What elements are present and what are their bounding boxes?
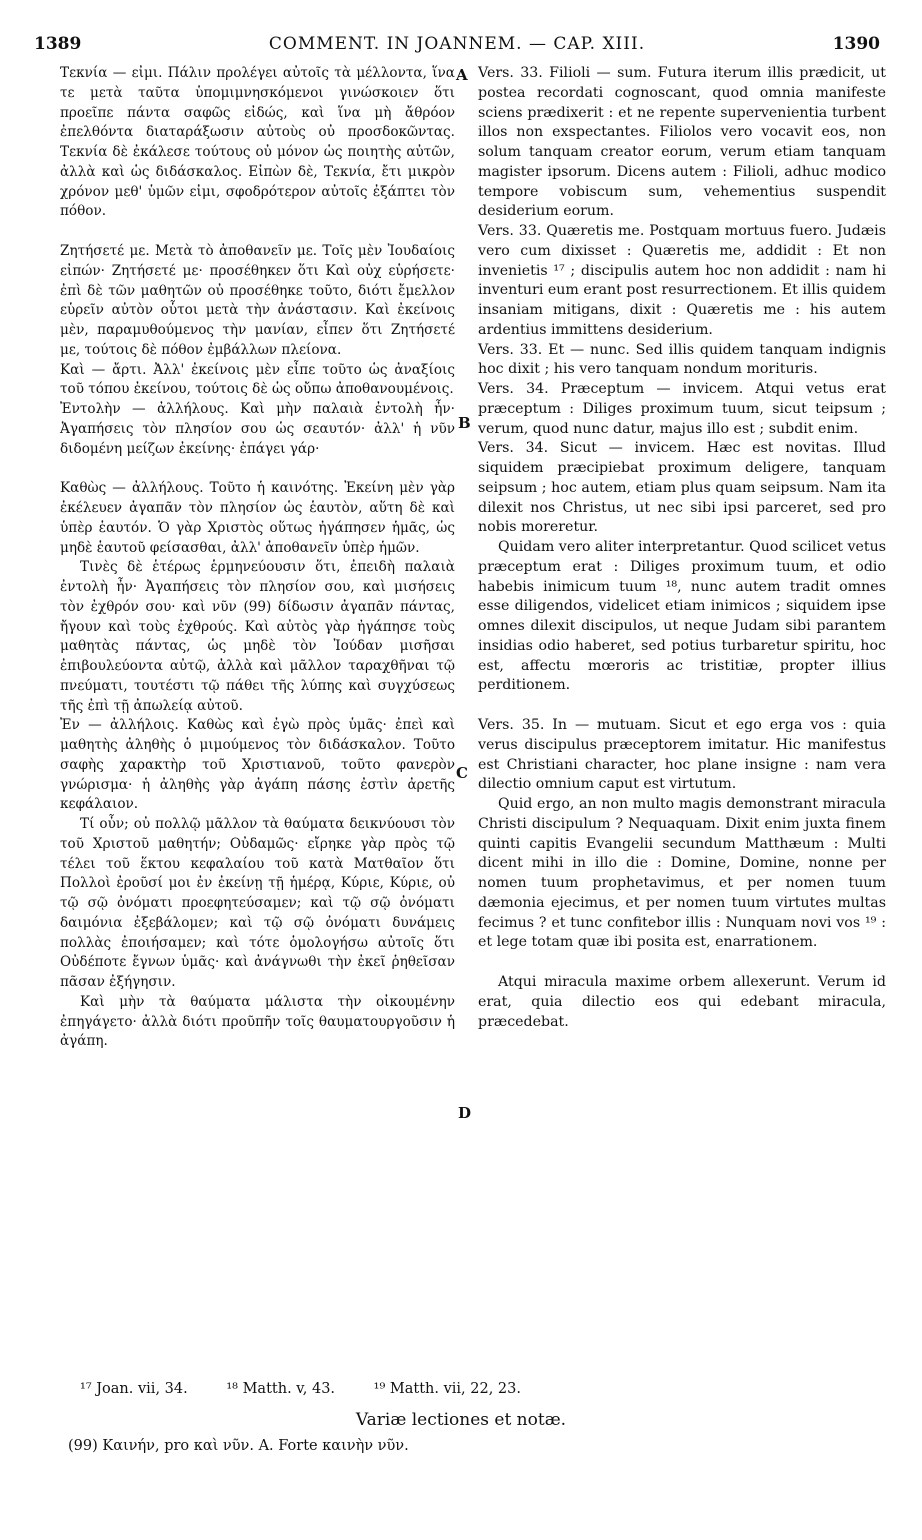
running-title: COMMENT. IN JOANNEM. — CAP. XIII. <box>268 34 646 54</box>
greek-column <box>60 64 455 1052</box>
latin-paragraph: Vers. 35. In — mutuam. Sicut et ego erga vos : quia verus discipulus præceptorem imitatur. Hic manifestus est Christiani character, hoc plane insigne : nam vera dilectio omnium caput est virtutum. <box>478 717 886 793</box>
latin-column <box>478 64 886 1032</box>
greek-paragraph: Ἐν — ἀλλήλοις. Καθὼς καὶ ἐγὼ πρὸς ὑμᾶς· ἐπεὶ καὶ μαθητὴς ἀληθὴς ὁ μιμούμενος τὸν διδάσκαλον. Τοῦτο σαφὴς χαρακτὴρ τοῦ Χριστιανοῦ, τοῦτο φανερὸν γνώρισμα· ἡ ἀληθὴς γὰρ ἀγάπη πάσης ἐστὶν ἀρετῆς κεφάλαιον. <box>60 717 455 813</box>
latin-paragraph: Atqui miracula maxime orbem allexerunt. Verum id erat, quia dilectio eos qui edebant miracula, præcedebat. <box>478 974 886 1030</box>
footnote: ¹⁸ Matth. v, 43. <box>226 1381 336 1397</box>
footnote: ¹⁹ Matth. vii, 22, 23. <box>373 1381 521 1397</box>
greek-paragraph: Τινὲς δὲ ἑτέρως ἑρμηνεύουσιν ὅτι, ἐπειδὴ παλαιὰ ἐντολὴ ἦν· Ἀγαπήσεις τὸν πλησίον σου, καὶ μισήσεις τὸν ἐχθρόν σου· καὶ νῦν (99) δίδωσιν ἀγαπᾶν πάντας, ἤγουν καὶ τοὺς ἐχθρούς. Καὶ αὐτὸς γὰρ ἠγάπησε τοὺς μαθητὰς πάντας, ὡς μηδὲ τὸν Ἰούδαν μισῆσαι ἐπιβουλεύοντα αὐτῷ, ἀλλὰ καὶ μᾶλλον ταραχθῆναι τῷ πνεύματι, τουτέστι τῷ πάθει τῆς λύπης καὶ συγχύσεως τῆς ἐπὶ τῇ ἀπωλείᾳ αὐτοῦ. <box>60 559 455 714</box>
greek-paragraph: Ζητήσετέ με. Μετὰ τὸ ἀποθανεῖν με. Τοῖς μὲν Ἰουδαίοις εἰπών· Ζητήσετέ με· προσέθηκεν ὅτι Καὶ οὐχ εὑρήσετε· ἐπὶ δὲ τῶν μαθητῶν οὐ προσέθηκε τοῦτο, διότι ἔμελλον εὑρεῖν αὐτὸν οὗτοι μετὰ τὴν ἀνάστασιν. Καὶ ἐκείνοις μὲν, παραμυθούμενος τὴν μανίαν, εἶπεν ὅτι Ζητήσετέ με, τούτοις δὲ πόθον ἐμβάλλων πλείονα. <box>60 243 455 358</box>
margin-letter-b: B <box>458 414 471 432</box>
latin-paragraph: Vers. 33. Et — nunc. Sed illis quidem tanquam indignis hoc dixit ; his vero tanquam nondum morituris. <box>478 341 886 378</box>
page-header <box>34 34 880 58</box>
variae-heading: Variæ lectiones et notæ. <box>355 1410 567 1430</box>
margin-letter-a: A <box>456 66 468 84</box>
greek-paragraph: Καὶ μὴν τὰ θαύματα μάλιστα τὴν οἰκουμένην ἐπηγάγετο· ἀλλὰ διότι προῦπῆν τοῖς θαυματουργοῦσιν ἡ ἀγάπη. <box>60 993 455 1050</box>
margin-letter-d: D <box>458 1104 472 1122</box>
latin-paragraph: Quid ergo, an non multo magis demonstrant miracula Christi discipulum ? Nequaquam. Dixit enim juxta finem quinti capitis Evangelii secundum Matthæum : Multi dicent mihi in illo die : Domine, Domine, nonne per nomen tuum prophetavimus, et per nomen tuum dæmonia ejecimus, et per nomen tuum virtutes multas fecimus ? et tunc confitebor illis : Nunquam novi vos ¹⁹ : et lege totam quæ ibi posita est, enarrationem. <box>478 796 886 951</box>
page-number-right: 1390 <box>832 34 880 54</box>
greek-paragraph: Τί οὖν; οὐ πολλῷ μᾶλλον τὰ θαύματα δεικνύουσι τὸν τοῦ Χριστοῦ μαθητήν; Οὐδαμῶς· εἴρηκε γὰρ πρὸς τῷ τέλει τοῦ ἕκτου κεφαλαίου τοῦ κατὰ Ματθαῖον ὅτι Πολλοὶ ἐροῦσί μοι ἐν ἐκείνῃ τῇ ἡμέρᾳ, Κύριε, Κύριε, οὐ τῷ σῷ ὀνόματι προεφητεύσαμεν; καὶ τῷ σῷ ὀνόματι δαιμόνια ἐξεβάλομεν; καὶ τῷ σῷ ὀνόματι δυνάμεις πολλὰς ἐποιήσαμεν; καὶ τότε ὁμολογήσω αὐτοῖς ὅτι Οὐδέποτε ἔγνων ὑμᾶς· καὶ ἀνάγνωθι τὴν ἐκεῖ ῥηθεῖσαν πᾶσαν ἐξήγησιν. <box>60 816 455 990</box>
margin-letter-c: C <box>456 764 468 782</box>
latin-paragraph: Vers. 33. Quæretis me. Postquam mortuus fuero. Judæis vero cum dixisset : Quæretis me, addidit : Et non invenietis ¹⁷ ; discipulis autem hoc non addidit : nam hi inventuri eum erant post resurrectionem. Et illis quidem insaniam mitigans, dixit : Quæretis me : his autem ardentius immittens desiderium. <box>478 223 886 338</box>
variae-note: (99) Καινήν, pro καὶ νῦν. A. Forte καινὴν νῦν. <box>68 1438 409 1454</box>
greek-paragraph: Τεκνία — εἰμι. Πάλιν προλέγει αὐτοῖς τὰ μέλλοντα, ἵνα τε μετὰ ταῦτα ὑπομιμνησκόμενοι γινώσκοιεν ὅτι προεῖπε πάντα σαφῶς εἰδώς, καὶ ἵνα μὴ ἄθρόον ἐπελθόντα διαταράξωσιν αὐτοὺς οὐ προσδοκῶντας. Τεκνία δὲ ἐκάλεσε τούτους οὐ μόνον ὡς ποιητὴς αὐτῶν, ἀλλὰ καὶ ὡς διδάσκαλος. Εἰπὼν δὲ, Τεκνία, ἔτι μικρὸν χρόνον μεθ' ὑμῶν εἰμι, σφοδρότερον αὐτοῖς ἐξάπτει τὸν πόθον. <box>60 65 455 220</box>
footnotes <box>80 1381 555 1397</box>
latin-paragraph: Vers. 34. Sicut — invicem. Hæc est novitas. Illud siquidem præcipiebat proximum deligere, tanquam seipsum ; hoc autem, etiam plus quam seipsum. Nam ita dilexit nos Christus, ut nec sibi ipsi parceret, sed pro nobis moreretur. <box>478 440 886 536</box>
latin-paragraph: Vers. 34. Præceptum — invicem. Atqui vetus erat præceptum : Diliges proximum tuum, sicut teipsum ; verum, quod nunc datur, majus illo est ; subdit enim. <box>478 381 886 437</box>
page-number-left: 1389 <box>34 34 82 54</box>
greek-paragraph: Καθὼς — ἀλλήλους. Τοῦτο ἡ καινότης. Ἐκείνη μὲν γὰρ ἐκέλευεν ἀγαπᾶν τὸν πλησίον ὡς ἑαυτὸν, αὕτη δὲ καὶ ὑπὲρ ἑαυτόν. Ὁ γὰρ Χριστὸς οὕτως ἠγάπησεν ἡμᾶς, ὡς μηδὲ ἑαυτοῦ φείσασθαι, ἀλλ' ἀποθανεῖν ὑπὲρ ἡμῶν. <box>60 480 455 556</box>
footnote: ¹⁷ Joan. vii, 34. <box>80 1381 188 1397</box>
latin-paragraph: Quidam vero aliter interpretantur. Quod scilicet vetus præceptum erat : Diliges proximum tuum, et odio habebis inimicum tuum ¹⁸, nunc autem tradit omnes esse diligendos, videlicet etiam inimicos ; siquidem ipse omnes dilexit discipulos, ut neque Judam sibi parantem insidias odio haberet, sed potius turbaretur spiritu, hoc est, affectu mœroris ac tristitiæ, propter illius perditionem. <box>478 539 886 694</box>
latin-paragraph: Vers. 33. Filioli — sum. Futura iterum illis prædicit, ut postea recordati cognoscant, quod omnia manifeste sciens prædixerit : et ne repente supervenientia turbent illos non exspectantes. Filiolos vero vocavit eos, non solum tanquam creator eorum, verum etiam tanquam magister ipsorum. Dicens autem : Filioli, adhuc modico tempore vobiscum sum, vehementius suspendit desiderium eorum. <box>478 65 886 220</box>
greek-paragraph: Καὶ — ἄρτι. Ἀλλ' ἐκείνοις μὲν εἶπε τοῦτο ὡς ἀναξίοις τοῦ τόπου ἐκείνου, τούτοις δὲ ὡς οὔπω ἀποθανουμένοις. <box>60 361 455 398</box>
greek-paragraph: Ἐντολὴν — ἀλλήλους. Καὶ μὴν παλαιὰ ἐντολὴ ἦν· Ἀγαπήσεις τὸν πλησίον σου ὡς σεαυτόν· ἀλλ' ἡ νῦν διδομένη μείζων ἐκείνης· ἐπάγει γάρ· <box>60 401 455 457</box>
